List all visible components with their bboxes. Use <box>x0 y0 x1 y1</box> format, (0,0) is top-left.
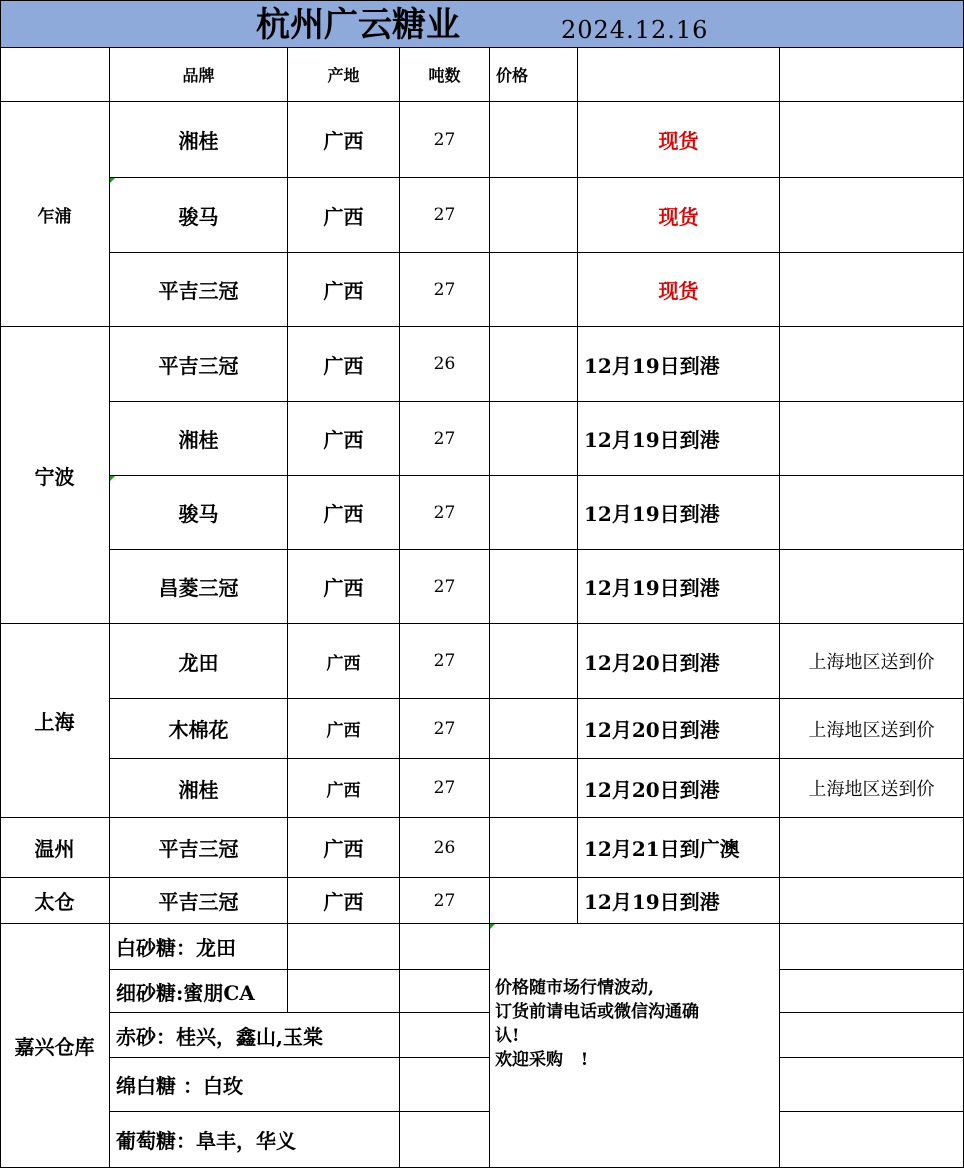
price-remark <box>490 924 780 1168</box>
warehouse-location: 嘉兴仓库 <box>0 924 110 1168</box>
tonnage-cell: 27 <box>400 178 490 253</box>
warehouse-blank-cell <box>400 1112 490 1168</box>
brand-cell: 平吉三冠 <box>110 253 288 327</box>
tonnage-cell: 26 <box>400 818 490 878</box>
arrival-status-cell: 12月20日到港 <box>578 699 780 759</box>
header-tonnage: 吨数 <box>400 48 490 102</box>
origin-cell: 广西 <box>288 327 400 402</box>
warehouse-blank-cell <box>288 970 400 1013</box>
delivery-note-cell: 上海地区送到价 <box>780 699 964 759</box>
tonnage-cell: 27 <box>400 759 490 818</box>
arrival-status-cell: 12月19日到港 <box>578 550 780 624</box>
warehouse-blank-cell <box>400 924 490 970</box>
warehouse-blank-cell <box>288 924 400 970</box>
arrival-status-cell: 12月20日到港 <box>578 624 780 699</box>
brand-cell: 龙田 <box>110 624 288 699</box>
warehouse-note-cell <box>780 970 964 1013</box>
location-cell: 太仓 <box>0 878 110 924</box>
price-cell <box>490 253 578 327</box>
warehouse-note-cell <box>780 1013 964 1058</box>
origin-cell: 广西 <box>288 102 400 178</box>
warehouse-blank-cell <box>400 970 490 1013</box>
location-cell: 温州 <box>0 818 110 878</box>
warehouse-sugar-item: 细砂糖:蜜朋CA <box>110 970 288 1013</box>
brand-cell: 平吉三冠 <box>110 327 288 402</box>
company-title: 杭州广云糖业 <box>256 5 460 45</box>
warehouse-sugar-item: 白砂糖：龙田 <box>110 924 288 970</box>
brand-cell: 湘桂 <box>110 759 288 818</box>
delivery-note-cell <box>780 327 964 402</box>
sheet-date: 2024.12.16 <box>561 16 709 44</box>
origin-cell: 广西 <box>288 699 400 759</box>
origin-cell: 广西 <box>288 818 400 878</box>
header-price: 价格 <box>490 48 578 102</box>
tonnage-cell: 26 <box>400 327 490 402</box>
brand-cell: 湘桂 <box>110 102 288 178</box>
price-cell <box>490 402 578 476</box>
delivery-note-cell <box>780 253 964 327</box>
arrival-status-cell: 12月19日到港 <box>578 476 780 550</box>
origin-cell: 广西 <box>288 402 400 476</box>
origin-cell: 广西 <box>288 759 400 818</box>
tonnage-cell: 27 <box>400 699 490 759</box>
warehouse-sugar-item: 葡萄糖：阜丰，华义 <box>110 1112 400 1168</box>
delivery-note-cell <box>780 476 964 550</box>
tonnage-cell: 27 <box>400 624 490 699</box>
price-cell <box>490 699 578 759</box>
arrival-status-cell: 现货 <box>578 253 780 327</box>
arrival-status-cell: 现货 <box>578 178 780 253</box>
brand-cell: 平吉三冠 <box>110 818 288 878</box>
arrival-status-cell: 12月20日到港 <box>578 759 780 818</box>
tonnage-cell: 27 <box>400 550 490 624</box>
header-blank-location <box>0 48 110 102</box>
arrival-status-cell: 12月19日到港 <box>578 878 780 924</box>
origin-cell: 广西 <box>288 878 400 924</box>
location-cell: 上海 <box>0 624 110 818</box>
price-cell <box>490 550 578 624</box>
header-origin: 产地 <box>288 48 400 102</box>
tonnage-cell: 27 <box>400 402 490 476</box>
delivery-note-cell: 上海地区送到价 <box>780 759 964 818</box>
location-cell: 乍浦 <box>0 102 110 327</box>
tonnage-cell: 27 <box>400 253 490 327</box>
tonnage-cell: 27 <box>400 102 490 178</box>
delivery-note-cell <box>780 402 964 476</box>
brand-cell: 骏马 <box>110 476 288 550</box>
warehouse-sugar-item: 赤砂：桂兴，鑫山,玉棠 <box>110 1013 400 1058</box>
price-cell <box>490 178 578 253</box>
title-bar <box>0 0 964 48</box>
delivery-note-cell <box>780 102 964 178</box>
brand-cell: 木棉花 <box>110 699 288 759</box>
comment-marker <box>110 178 115 183</box>
warehouse-note-cell <box>780 1112 964 1168</box>
price-cell <box>490 327 578 402</box>
arrival-status-cell: 12月19日到港 <box>578 327 780 402</box>
warehouse-note-cell <box>780 1058 964 1112</box>
brand-cell: 昌菱三冠 <box>110 550 288 624</box>
arrival-status-cell: 12月19日到港 <box>578 402 780 476</box>
origin-cell: 广西 <box>288 550 400 624</box>
price-cell <box>490 624 578 699</box>
remark-line: 欢迎采购 ! <box>495 1050 589 1070</box>
price-cell <box>490 818 578 878</box>
origin-cell: 广西 <box>288 253 400 327</box>
price-cell <box>490 878 578 924</box>
header-brand: 品牌 <box>110 48 288 102</box>
remark-line: 认! <box>495 1026 520 1046</box>
brand-cell: 平吉三冠 <box>110 878 288 924</box>
arrival-status-cell: 12月21日到广澳 <box>578 818 780 878</box>
tonnage-cell: 27 <box>400 878 490 924</box>
header-blank-note <box>780 48 964 102</box>
delivery-note-cell <box>780 178 964 253</box>
warehouse-sugar-item: 绵白糖 ：白玫 <box>110 1058 400 1112</box>
origin-cell: 广西 <box>288 476 400 550</box>
tonnage-cell: 27 <box>400 476 490 550</box>
origin-cell: 广西 <box>288 178 400 253</box>
warehouse-blank-cell <box>400 1013 490 1058</box>
delivery-note-cell <box>780 878 964 924</box>
location-cell: 宁波 <box>0 327 110 624</box>
price-cell <box>490 476 578 550</box>
header-blank-status <box>578 48 780 102</box>
comment-marker <box>110 476 115 481</box>
warehouse-blank-cell <box>400 1058 490 1112</box>
delivery-note-cell <box>780 818 964 878</box>
warehouse-note-cell <box>780 924 964 970</box>
delivery-note-cell: 上海地区送到价 <box>780 624 964 699</box>
arrival-status-cell: 现货 <box>578 102 780 178</box>
price-cell <box>490 102 578 178</box>
remark-line: 订货前请电话或微信沟通确 <box>495 1002 699 1022</box>
price-cell <box>490 759 578 818</box>
delivery-note-cell <box>780 550 964 624</box>
remark-line: 价格随市场行情波动, <box>495 978 654 998</box>
origin-cell: 广西 <box>288 624 400 699</box>
brand-cell: 骏马 <box>110 178 288 253</box>
brand-cell: 湘桂 <box>110 402 288 476</box>
